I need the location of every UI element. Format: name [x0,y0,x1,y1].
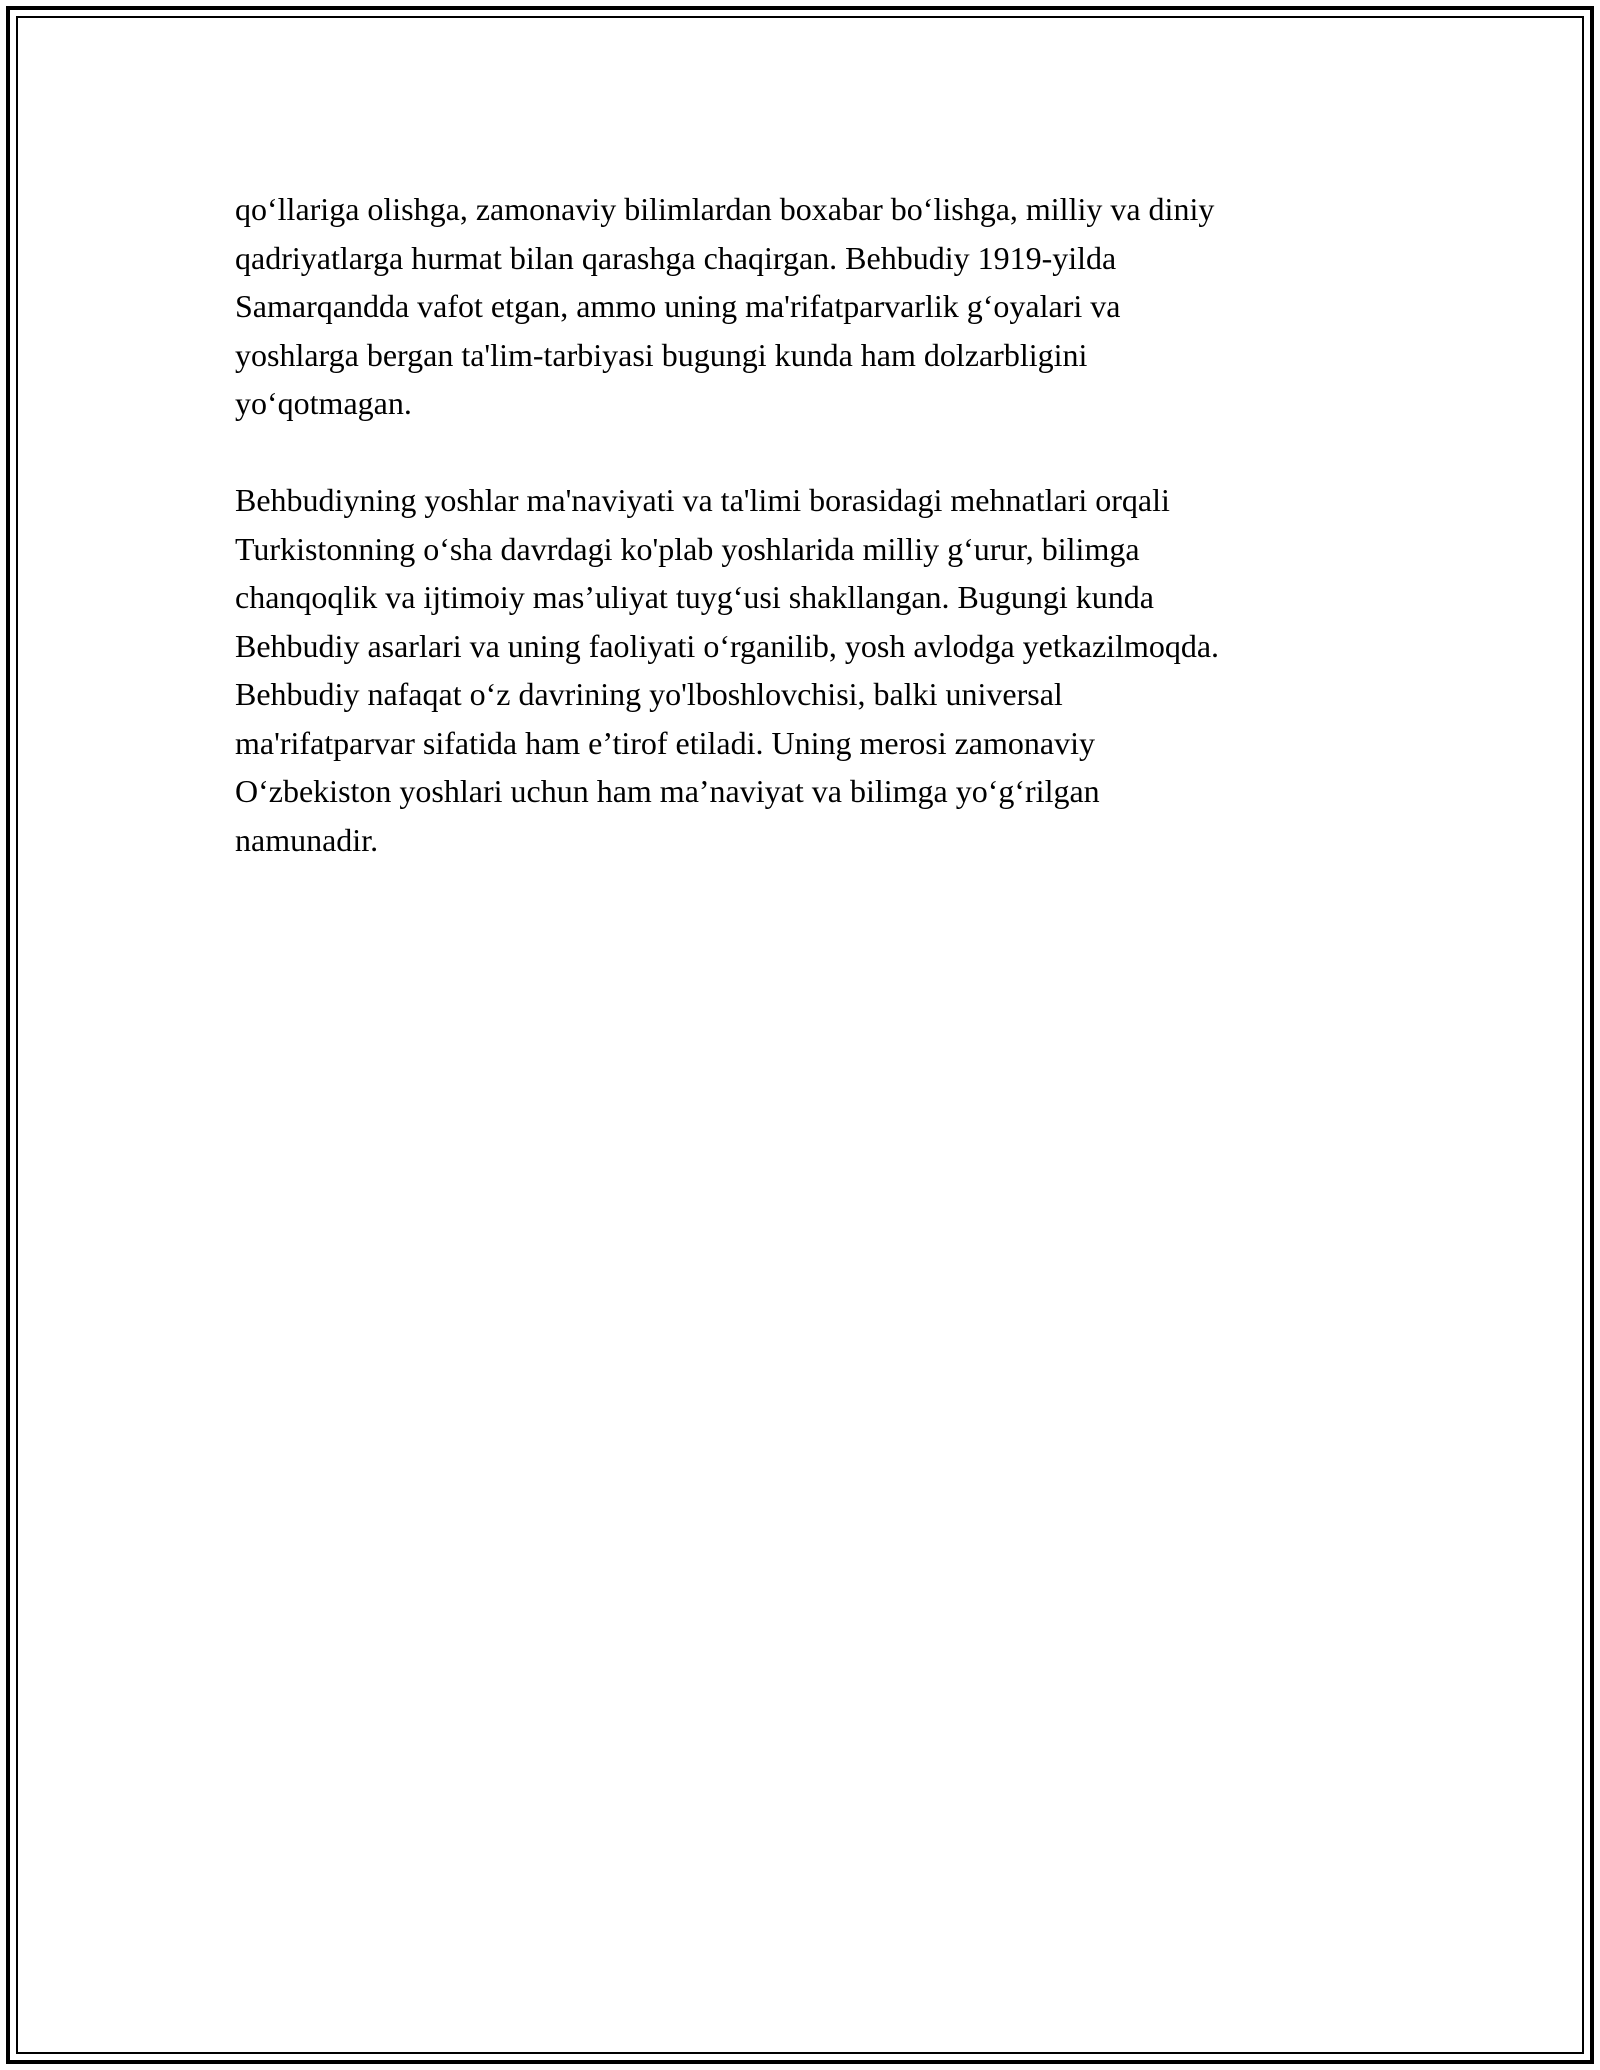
text-line: Samarqandda vafot etgan, ammo uning ma'rifatparvarlik g‘oyalari va [235,288,1121,324]
text-line: Behbudiyning yoshlar ma'naviyati va ta'limi borasidagi mehnatlari orqali [235,482,1170,518]
text-line: qo‘llariga olishga, zamonaviy bilimlardan boxabar bo‘lishga, milliy va diniy [235,191,1215,227]
text-line: yoshlarga bergan ta'lim-tarbiyasi bugungi kunda ham dolzarbligini [235,336,1088,373]
text-line: qadriyatlarga hurmat bilan qarashga chaqirgan. Behbudiy 1919-yilda [235,239,1117,276]
paragraph-2 [235,476,1385,864]
text-line: Turkistonning o‘sha davrdagi ko'plab yoshlarida milliy g‘urur, bilimga [235,530,1140,567]
text-line: O‘zbekiston yoshlari uchun ham ma’naviyat va bilimga yo‘g‘rilgan [235,773,1100,809]
paragraph-1 [235,185,1385,428]
text-line: yo‘qotmagan. [235,385,412,421]
text-line: Behbudiy asarlari va uning faoliyati o‘rganilib, yosh avlodga yetkazilmoqda. [235,627,1220,664]
document-body [235,185,1385,913]
text-line: chanqoqlik va ijtimoiy mas’uliyat tuyg‘usi shakllangan. Bugungi kunda [235,579,1154,615]
text-line: Behbudiy nafaqat o‘z davrining yo'lboshlovchisi, balki universal [235,676,1063,712]
text-line: ma'rifatparvar sifatida ham e’tirof etiladi. Uning merosi zamonaviy [235,724,1095,761]
text-line: namunadir. [235,821,379,858]
